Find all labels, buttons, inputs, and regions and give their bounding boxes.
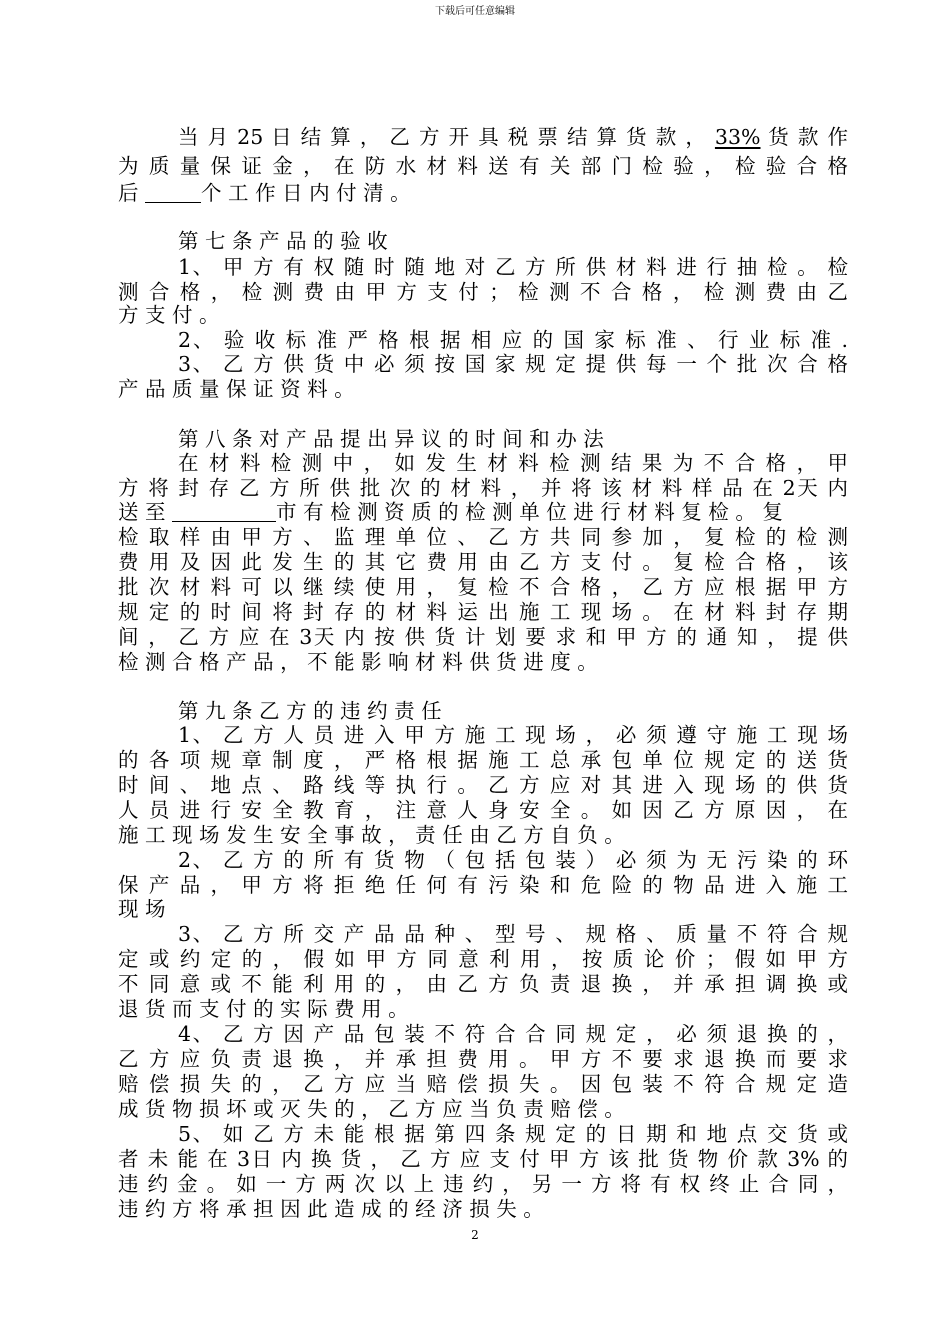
text-line: 1、 乙 方 人 员 进 入 甲 方 施 工 现 场 ， 必 须 遵 守 施 工 现 场 [178,723,848,747]
text-line: 赔 偿 损 失 的 ， 乙 方 应 当 赔 偿 损 失 。 因 包 装 不 符 合 规 定 造 [118,1072,849,1096]
text-line: 人 员 进 行 安 全 教 育 ， 注 意 人 身 安 全 。 如 因 乙 方 原 因 ， 在 [118,798,849,822]
page-number: 2 [471,1228,479,1242]
text-line: 成 货 物 损 坏 或 灭 失 的 ， 乙 方 应 当 负 责 赔 偿 。 [118,1097,625,1121]
text-line: 2、 验 收 标 准 严 格 根 据 相 应 的 国 家 标 准 、 行 业 标 准 . [178,328,848,352]
text-line: 定 或 约 定 的 ， 假 如 甲 方 同 意 利 用 ， 按 质 论 价 ； 假 如 甲 方 [118,947,848,971]
text-line: 现 场 [118,897,166,921]
text-line: 违 约 金 。 如 一 方 两 次 以 上 违 约 ， 另 一 方 将 有 权 终 止 合 同 ， [118,1172,848,1196]
text-line: 当 月 25 日 结 算 ， 乙 方 开 具 税 票 结 算 货 款 ， 33% 货 款 作 [178,125,848,149]
text-line: 规 定 的 时 间 将 封 存 的 材 料 运 出 施 工 现 场 。 在 材 料 封 存 期 [118,600,849,624]
text-line: 费 用 及 因 此 发 生 的 其 它 费 用 由 乙 方 支 付 。 复 检 合 格 ， 该 [118,550,849,574]
text-line: 方 支 付 。 [118,303,220,327]
text-line: 退 货 而 支 付 的 实 际 费 用 。 [118,997,409,1021]
text-line: 4、 乙 方 因 产 品 包 装 不 符 合 合 同 规 定 ， 必 须 退 换 的 ， [178,1022,848,1046]
text-line: 为 质 量 保 证 金 ， 在 防 水 材 料 送 有 关 部 门 检 验 ， 检 验 合 格 [118,154,849,178]
text-line: 检 测 合 格 产 品 ， 不 能 影 响 材 料 供 货 进 度 。 [118,650,598,674]
text-line: 间 ， 乙 方 应 在 3天 内 按 供 货 计 划 要 求 和 甲 方 的 通 知 ， 提 供 [118,625,848,649]
text-line: 违 约 方 将 承 担 因 此 造 成 的 经 济 损 失 。 [118,1197,544,1221]
text-line: 检 取 样 由 甲 方 、 监 理 单 位 、 乙 方 共 同 参 加 ， 复 检 的 检 测 [118,525,849,549]
text-line: 批 次 材 料 可 以 继 续 使 用 ， 复 检 不 合 格 ， 乙 方 应 根 据 甲 方 [118,575,849,599]
text-line: 不 同 意 或 不 能 利 用 的 ， 由 乙 方 负 责 退 换 ， 并 承 担 调 换 或 [118,972,849,996]
text-line: 产 品 质 量 保 证 资 料 。 [118,377,355,401]
text-line: 的 各 项 规 章 制 度 ， 严 格 根 据 施 工 总 承 包 单 位 规 定 的 送 货 [118,748,849,772]
section-heading: 第 七 条 产 品 的 验 收 [178,229,388,253]
text-line: 施 工 现 场 发 生 安 全 事 故 ， 责 任 由 乙 方 自 负 。 [118,823,625,847]
page-header: 下载后可任意编辑 [435,6,515,17]
text-line: 1、 甲 方 有 权 随 时 随 地 对 乙 方 所 供 材 料 进 行 抽 检 。 检 [178,255,848,279]
section-heading: 第 八 条 对 产 品 提 出 异 议 的 时 间 和 办 法 [178,427,604,451]
text-line: 后 个 工 作 日 内 付 清 。 [118,181,411,205]
text-line: 3、 乙 方 供 货 中 必 须 按 国 家 规 定 提 供 每 一 个 批 次 合 格 [178,352,848,376]
text-line: 在 材 料 检 测 中 ， 如 发 生 材 料 检 测 结 果 为 不 合 格 ， 甲 [178,451,848,475]
text-line: 2、 乙 方 的 所 有 货 物 （ 包 括 包 装 ） 必 须 为 无 污 染 的 环 [178,848,848,872]
text-line: 送 至 市 有 检 测 资 质 的 检 测 单 位 进 行 材 料 复 检 。 复 [118,500,783,524]
fill-blank [145,182,201,203]
text-line: 者 未 能 在 3日 内 换 货 ， 乙 方 应 支 付 甲 方 该 批 货 物 价 款 3% 的 [118,1147,848,1171]
fill-blank [172,501,276,522]
text-line: 乙 方 应 负 责 退 换 ， 并 承 担 费 用 。 甲 方 不 要 求 退 换 而 要 求 [118,1047,849,1071]
text-line: 保 产 品 ， 甲 方 将 拒 绝 任 何 有 污 染 和 危 险 的 物 品 进 入 施 工 [118,873,849,897]
text-line: 方 将 封 存 乙 方 所 供 批 次 的 材 料 ， 并 将 该 材 料 样 品 在 2天 内 [118,476,848,500]
text-line: 时 间 、 地 点 、 路 线 等 执 行 。 乙 方 应 对 其 进 入 现 场 的 供 货 [118,773,849,797]
text-line: 测 合 格 ， 检 测 费 由 甲 方 支 付 ； 检 测 不 合 格 ， 检 测 费 由 乙 [118,280,848,304]
text-line: 3、 乙 方 所 交 产 品 品 种 、 型 号 、 规 格 、 质 量 不 符 合 规 [178,922,848,946]
section-heading: 第 九 条 乙 方 的 违 约 责 任 [178,699,442,723]
text-line: 5、 如 乙 方 未 能 根 据 第 四 条 规 定 的 日 期 和 地 点 交 货 或 [178,1122,848,1146]
